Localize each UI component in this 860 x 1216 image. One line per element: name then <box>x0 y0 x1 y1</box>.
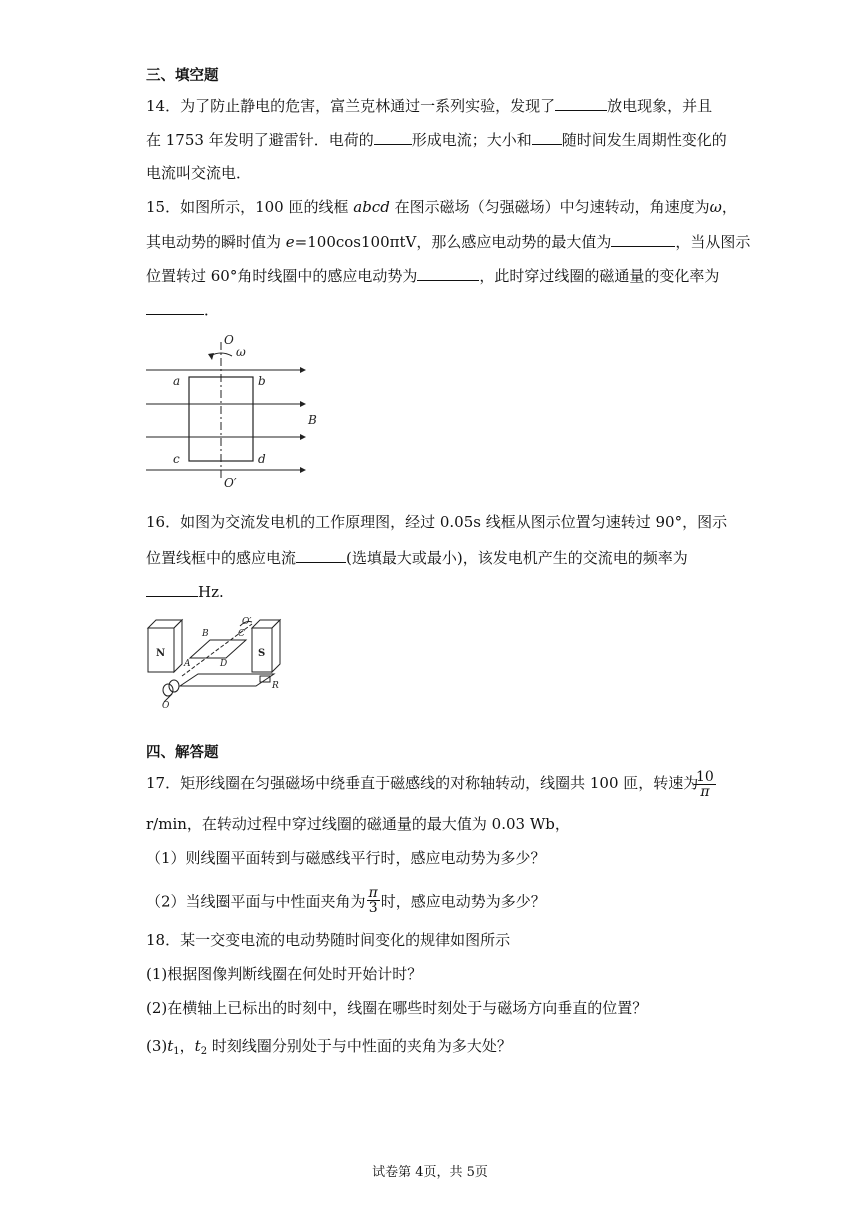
label-O: O <box>162 701 170 710</box>
q15-figure-rotating-coil <box>140 330 320 490</box>
q18-t2: t <box>194 1037 201 1055</box>
q17-angle-fraction <box>367 886 380 915</box>
label-R: R <box>272 681 279 691</box>
q15-blank1 <box>611 231 675 247</box>
q16-text: 位置线框中的感应电流 <box>146 549 297 567</box>
q15-text: 位置转过 60°角时线圈中的感应电动势为 <box>146 267 418 285</box>
field-arrowhead <box>300 367 306 373</box>
label-A: A <box>184 659 191 669</box>
label-c: c <box>173 452 180 466</box>
q14-line2 <box>146 129 727 150</box>
q18-text: (3) <box>146 1037 168 1055</box>
q17-line2: r/min，在转动过程中穿过线圈的磁通量的最大值为 0.03 Wb， <box>146 815 570 833</box>
label-O-prime: O′ <box>242 617 252 627</box>
field-arrowhead <box>300 401 306 407</box>
q16-figure-ac-generator <box>144 614 294 710</box>
section-title-answer: 四、解答题 <box>146 745 219 761</box>
q18-t2-sub: 2 <box>200 1046 208 1057</box>
q16-line3 <box>146 581 224 602</box>
q15-line1 <box>146 197 737 217</box>
q14-text: 形成电流；大小和 <box>411 131 532 149</box>
q15-blank2 <box>417 265 479 281</box>
q15-text: 15．如图所示，100 匝的线框 <box>146 198 354 216</box>
q14-text: 放电现象，并且 <box>607 97 713 115</box>
magnet-n-side <box>174 620 182 672</box>
q18-text: 时刻线圈分别处于与中性面的夹角为多大处？ <box>207 1037 512 1055</box>
label-O-prime: O′ <box>224 476 237 490</box>
q18-t1: t <box>167 1037 174 1055</box>
label-B: B <box>308 413 317 427</box>
label-N: N <box>156 648 166 659</box>
fraction-denominator: π <box>700 784 710 800</box>
q15-line3 <box>146 265 719 286</box>
resistor-R <box>260 676 270 682</box>
q16-text: (选填最大或最小)，该发电机产生的交流电的频率为 <box>346 549 688 567</box>
q18-text: ， <box>179 1037 195 1055</box>
field-arrowhead <box>300 467 306 473</box>
fraction-numerator: π <box>368 885 378 901</box>
q18-line1: 18．某一交变电流的电动势随时间变化的规律如图所示 <box>146 931 511 949</box>
label-d: d <box>258 452 266 466</box>
q16-blank2 <box>146 581 198 597</box>
q15-coil-label: abcd <box>353 198 390 216</box>
label-omega: ω <box>236 345 246 359</box>
label-b: b <box>258 374 266 388</box>
q14-line3: 电流叫交流电． <box>146 164 252 182</box>
label-a: a <box>173 374 181 388</box>
slip-ring <box>169 680 179 692</box>
q14-blank3 <box>532 129 562 145</box>
q15-line2 <box>146 231 750 252</box>
label-B: B <box>202 629 209 639</box>
q14-text: 在 1753 年发明了避雷针．电荷的 <box>146 131 374 149</box>
label-O: O <box>224 333 234 347</box>
fraction-numerator: 10 <box>696 769 714 785</box>
q14-blank2 <box>374 129 412 145</box>
magnet-s-side <box>272 620 280 672</box>
q15-text: 其电动势的瞬时值为 <box>146 233 286 251</box>
label-S: S <box>258 648 266 659</box>
q18-part3 <box>146 1036 512 1062</box>
label-C: C <box>238 629 245 639</box>
q14-blank1 <box>555 95 607 111</box>
q14-text: 随时间发生周期性变化的 <box>561 131 727 149</box>
field-arrowhead <box>300 434 306 440</box>
q15-text: ， <box>721 198 737 216</box>
q17-line1 <box>146 773 698 793</box>
section-title-fill-in: 三、填空题 <box>146 68 219 84</box>
q17-part2 <box>146 885 546 917</box>
rotation-arrowhead <box>208 353 214 360</box>
page-footer: 试卷第 4页，共 5页 <box>372 1165 488 1180</box>
q16-line2 <box>146 547 688 568</box>
q15-text: =100cos100πtV，那么感应电动势的最大值为 <box>294 233 612 251</box>
q15-text: ，此时穿过线圈的磁通量的变化率为 <box>479 267 720 285</box>
q15-e: e <box>285 233 295 251</box>
q15-omega: ω <box>709 198 722 216</box>
q14-text: 14．为了防止静电的危害，富兰克林通过一系列实验，发现了 <box>146 97 556 115</box>
label-D: D <box>220 659 228 669</box>
q14-line1 <box>146 95 712 116</box>
q18-part2: (2)在横轴上已标出的时刻中，线圈在哪些时刻处于与磁场方向垂直的位置？ <box>146 999 648 1017</box>
q15-text: ． <box>204 301 220 319</box>
q15-blank3 <box>146 299 204 315</box>
q17-text: 17．矩形线圈在匀强磁场中绕垂直于磁感线的对称轴转动，线圈共 100 匝，转速为 <box>146 774 699 792</box>
q15-line4 <box>146 299 219 320</box>
q18-t1-sub: 1 <box>173 1046 180 1057</box>
q15-text: 在图示磁场（匀强磁场）中匀速转动，角速度为 <box>389 198 710 216</box>
q16-text: Hz. <box>198 583 224 601</box>
q18-part1: (1)根据图像判断线圈在何处时开始计时？ <box>146 965 423 983</box>
fraction-denominator: 3 <box>368 900 378 916</box>
q16-line1: 16．如图为交流发电机的工作原理图，经过 0.05s 线框从图示位置匀速转过 90°，图示 <box>146 513 728 531</box>
q15-text: ，当从图示 <box>675 233 751 251</box>
q16-blank1 <box>296 547 346 563</box>
q17-text: 时，感应电动势为多少？ <box>380 892 546 911</box>
q17-speed-fraction <box>694 770 716 799</box>
q17-text: （2）当线圈平面与中性面夹角为 <box>146 892 366 911</box>
q17-part1: （1）则线圈平面转到与磁感线平行时，感应电动势为多少？ <box>146 849 546 867</box>
